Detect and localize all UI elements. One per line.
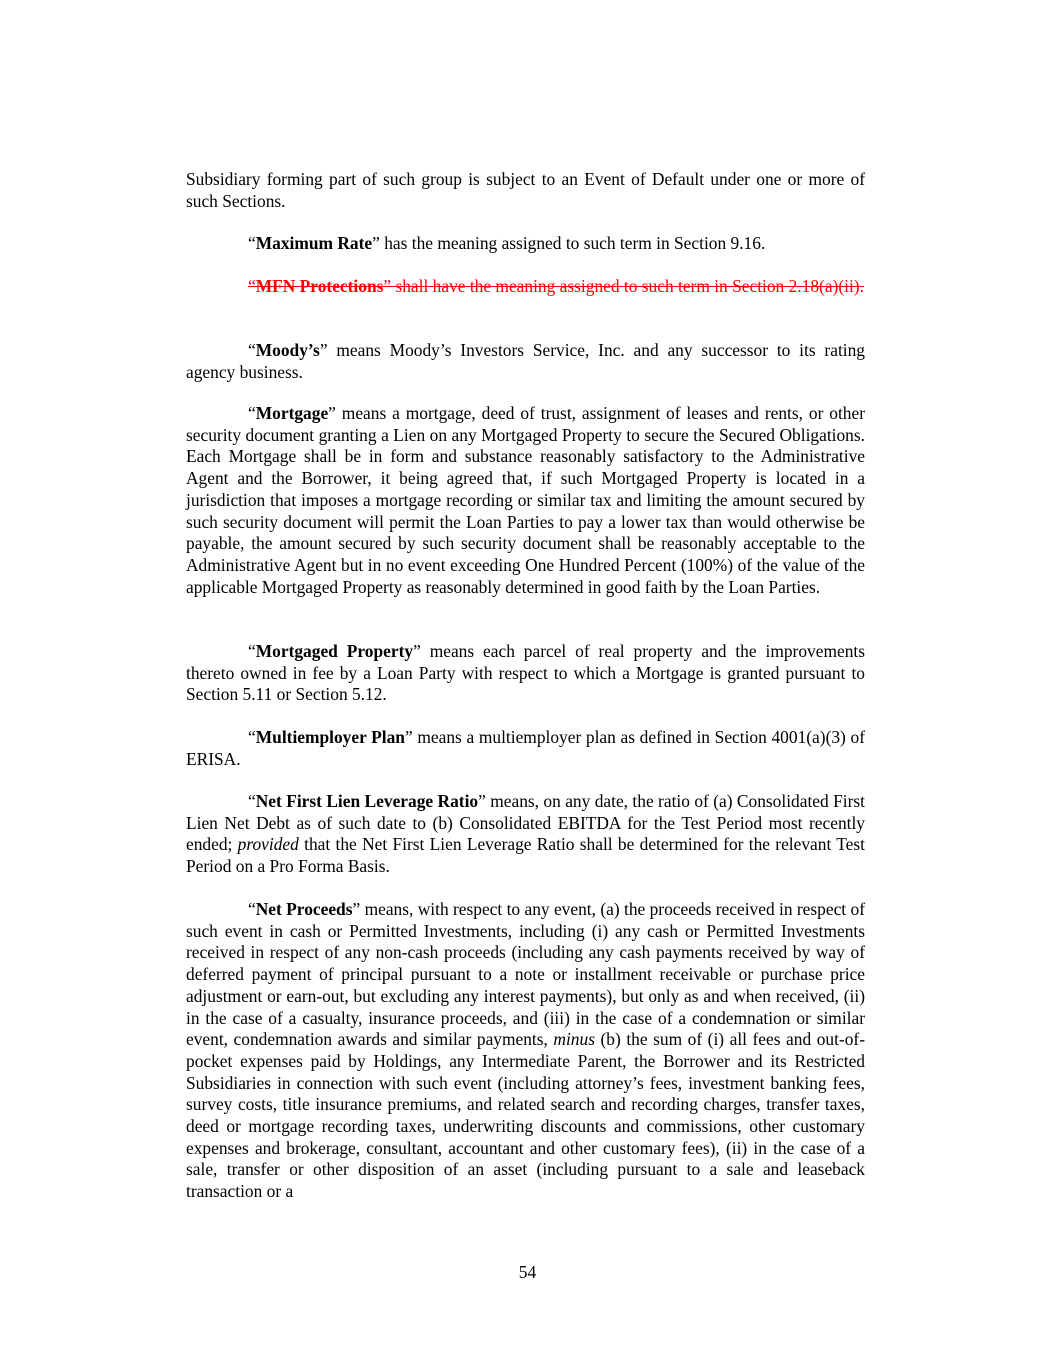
definition-text: means, with respect to any event, (a) the proceeds received in respect of such event in cash or Permitted Investments, including (i) any cash or Permitted Investments received in respect of any non-cash proceeds (including any cash payments received by way of deferred payment of principal pursuant to a note or installment receivable or purchase price adjustment or earn-out, but excluding any interest payments), but only as and when received, (ii) in the case of a casualty, insurance proceeds, and (iii) in the case of a condemnation or similar event, condemnation awards and similar payments, bbox=[186, 899, 865, 1050]
italic-term: provided bbox=[237, 834, 299, 855]
defined-term: Net First Lien Leverage Ratio bbox=[255, 791, 479, 811]
definition-net-proceeds: “Net Proceeds” means, with respect to any event, (a) the proceeds received in respect of such event in cash or Permitted Investments, including (i) any cash or Permitted Investments received in respect of any non-cash proceeds (including any cash payments received by way of deferred payment of principal pursuant to a note or installment receivable or purchase price adjustment or earn-out, but excluding any interest payments), but only as and when received, (ii) in the case of a casualty, insurance proceeds, and (iii) in the case of a condemnation or similar event, condemnation awards and similar payments, minus (b) the sum of (i) all fees and out-of-pocket expenses paid by Holdings, any Intermediate Parent, the Borrower and its Restricted Subsidiaries in connection with such event (including attorney’s fees, investment banking fees, survey costs, title insurance premiums, and related search and recording charges, transfer taxes, deed or mortgage recording taxes, underwriting discounts and commissions, other customary expenses and brokerage, consultant, accountant and other customary fees), (ii) in the case of a sale, transfer or other disposition of an asset (including pursuant to a sale and leaseback transaction or a bbox=[186, 899, 865, 1202]
definition-text: (b) the sum of (i) all fees and out-of-pocket expenses paid by Holdings, any Intermediate Parent, the Borrower and its Restricted Subsidiaries in connection with such event (including attorney’s fees, investment banking fees, survey costs, title insurance premiums, and related search and recording charges, transfer taxes, deed or mortgage recording taxes, underwriting discounts and commissions, other customary expenses and brokerage, consultant, accountant and other customary fees), (ii) in the case of a sale, transfer or other disposition of an asset (including pursuant to a sale and leaseback transaction or a bbox=[186, 1029, 865, 1202]
defined-term: Multiemployer Plan bbox=[255, 727, 405, 747]
defined-term: Maximum Rate bbox=[255, 233, 373, 253]
defined-term: Moody’s bbox=[255, 340, 320, 360]
definition-text: means a multiemployer plan as defined in Section 4001(a)(3) of ERISA. bbox=[186, 727, 865, 769]
definition-text: means Moody’s Investors Service, Inc. and any successor to its rating agency business. bbox=[186, 340, 865, 382]
definition-mfn-protections-deleted bbox=[186, 276, 865, 298]
definition-text: means a mortgage, deed of trust, assignment of leases and rents, or other security document granting a Lien on any Mortgaged Property to secure the Secured Obligations. Each Mortgage shall be in form and substance reasonably satisfactory to the Administrative Agent and the Borrower, it being agreed that, if such Mortgaged Property is located in a jurisdiction that imposes a mortgage recording or similar tax and limiting the amount secured by such security document will permit the Loan Parties to pay a lower tax than would otherwise be payable, the amount secured by such security document shall be reasonably acceptable to the Administrative Agent but in no event exceeding One Hundred Percent (100%) of the value of the applicable Mortgaged Property as reasonably determined in good faith by the Loan Parties. bbox=[186, 403, 865, 597]
definition-text: that the Net First Lien Leverage Ratio shall be determined for the relevant Test Period on a Pro Forma Basis. bbox=[186, 834, 865, 877]
definition-maximum-rate: “Maximum Rate” has the meaning assigned to such term in Section 9.16. bbox=[248, 233, 766, 253]
defined-term: Mortgaged Property bbox=[255, 641, 414, 661]
definition-text: has the meaning assigned to such term in Section 9.16. bbox=[379, 233, 766, 253]
paragraph-text: Subsidiary forming part of such group is subject to an Event of Default under one or more of such Sections. bbox=[186, 169, 865, 211]
definition-mortgaged-property: “Mortgaged Property” means each parcel of real property and the improvements thereto owned in fee by a Loan Party with respect to which a Mortgage is granted pursuant to Section 5.11 or Section 5.12. bbox=[186, 641, 865, 705]
defined-term: Net Proceeds bbox=[255, 899, 353, 919]
italic-term: minus bbox=[553, 1029, 595, 1050]
page-number: 54 bbox=[518, 1262, 537, 1282]
definition-text: means, on any date, the ratio of (a) Consolidated First Lien Net Debt as of such date to (b) Consolidated EBITDA for the Test Period most recently ended; bbox=[186, 791, 865, 855]
paragraph-continuation bbox=[186, 169, 865, 212]
defined-term: MFN Protections bbox=[255, 276, 384, 296]
definition-mortgage: “Mortgage” means a mortgage, deed of trust, assignment of leases and rents, or other security document granting a Lien on any Mortgaged Property to secure the Secured Obligations. Each Mortgage shall be in form and substance reasonably satisfactory to the Administrative Agent and the Borrower, it being agreed that, if such Mortgaged Property is located in a jurisdiction that imposes a mortgage recording or similar tax and limiting the amount secured by such security document will permit the Loan Parties to pay a lower tax than would otherwise be payable, the amount secured by such security document shall be reasonably acceptable to the Administrative Agent but in no event exceeding One Hundred Percent (100%) of the value of the applicable Mortgaged Property as reasonably determined in good faith by the Loan Parties. bbox=[186, 403, 865, 597]
deleted-text: “MFN Protections” shall have the meaning assigned to such term in Section 2.18(a)(ii). bbox=[248, 276, 864, 296]
definition-moodys: “Moody’s” means Moody’s Investors Service, Inc. and any successor to its rating agency business. bbox=[186, 340, 865, 382]
defined-term: Mortgage bbox=[255, 403, 329, 423]
definition-text: means each parcel of real property and the improvements thereto owned in fee by a Loan Party with respect to which a Mortgage is granted pursuant to Section 5.11 or Section 5.12. bbox=[186, 641, 865, 705]
definition-multiemployer-plan: “Multiemployer Plan” means a multiemployer plan as defined in Section 4001(a)(3) of ERISA. bbox=[186, 727, 865, 769]
definition-net-first-lien-leverage-ratio: “Net First Lien Leverage Ratio” means, on any date, the ratio of (a) Consolidated First Lien Net Debt as of such date to (b) Consolidated EBITDA for the Test Period most recently ended; provided that the Net First Lien Leverage Ratio shall be determined for the relevant Test Period on a Pro Forma Basis. bbox=[186, 791, 865, 877]
definition-text: shall have the meaning assigned to such term in Section 2.18(a)(ii). bbox=[391, 276, 864, 296]
